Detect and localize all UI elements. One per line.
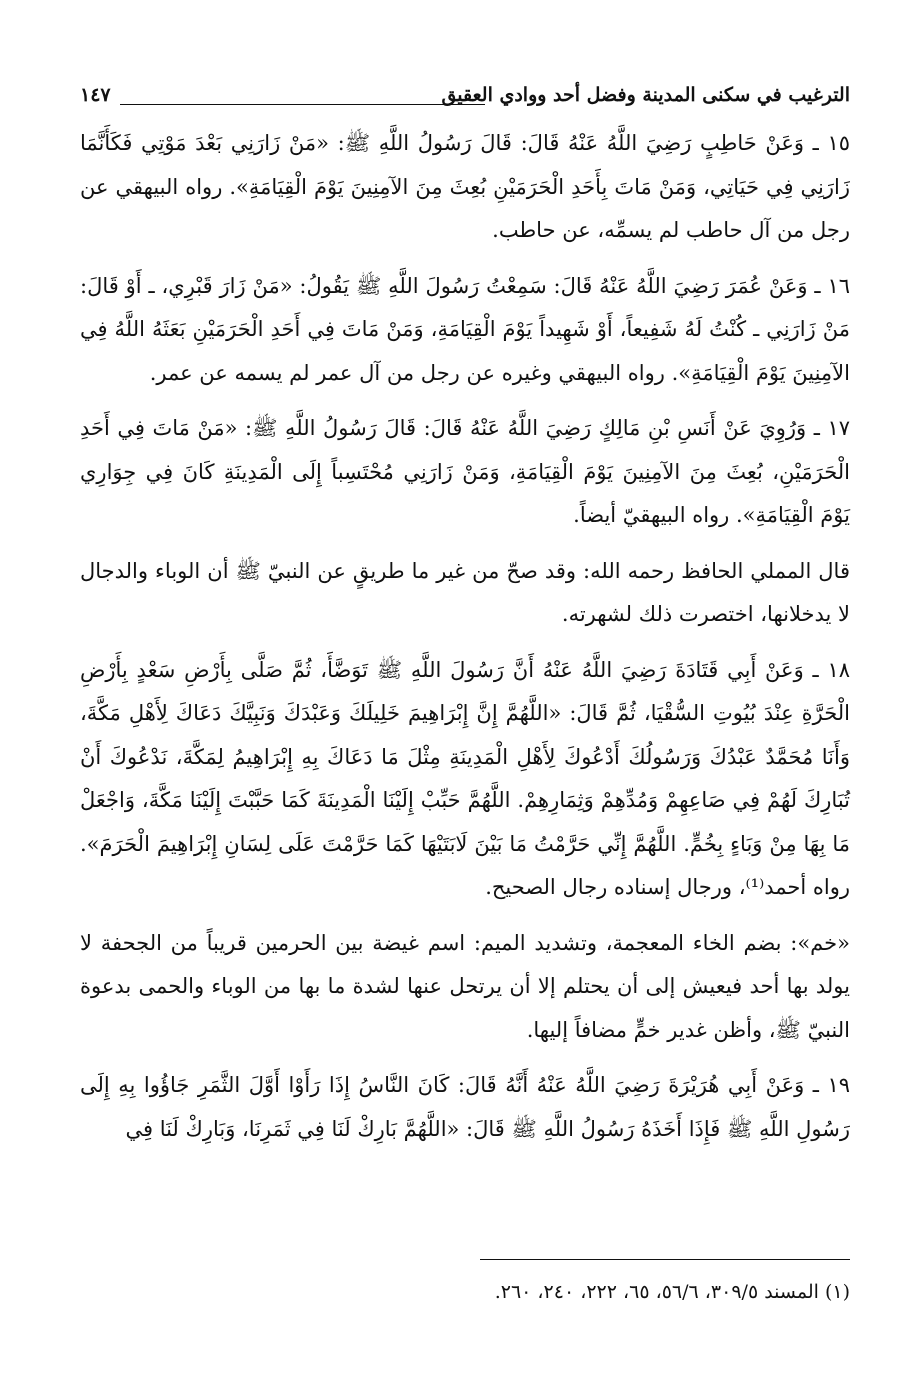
- explanation-paragraph: «خم»: بضم الخاء المعجمة، وتشديد الميم: اسم غيضة بين الحرمين قريباً من الجحفة لا يولد بها أحد فيعيش إلى أن يحتلم إلا أن يرتحل عنها لشدة ما بها من الوباء والحمى بدعوة النبيّ ﷺ، وأظن غدير خمٍّ مضافاً إليها.: [80, 930, 850, 1042]
- footnote-divider: [480, 1259, 850, 1260]
- hadith-18: ١٨ ـ وَعَنْ أَبِي قَتَادَةَ رَضِيَ اللَّهُ عَنْهُ أَنَّ رَسُولَ اللَّهِ ﷺ تَوَضَّأَ، ثُمَّ صَلَّى بِأَرْضِ سَعْدٍ بِأَرْضِ الْحَرَّةِ عِنْدَ بُيُوتِ السُّقْيَا، ثُمَّ قَالَ: «اللَّهُمَّ إِنَّ إِبْرَاهِيمَ خَلِيلَكَ وَعَبْدَكَ وَنَبِيَّكَ دَعَاكَ لِأَهْلِ مَكَّةَ، وَأَنَا مُحَمَّدٌ عَبْدُكَ وَرَسُولُكَ أَدْعُوكَ لِأَهْلِ الْمَدِينَةِ مِثْلَ مَا دَعَاكَ بِهِ إِبْرَاهِيمُ لِمَكَّةَ، نَدْعُوكَ أَنْ تُبَارِكَ لَهُمْ فِي صَاعِهِمْ وَمُدِّهِمْ وَثِمَارِهِمْ. اللَّهُمَّ حَبِّبْ إِلَيْنَا الْمَدِينَةَ كَمَا حَبَّبْتَ إِلَيْنَا مَكَّةَ، وَاجْعَلْ مَا بِهَا مِنْ وَبَاءٍ بِخُمٍّ. اللَّهُمَّ إِنِّي حَرَّمْتُ مَا بَيْنَ لَابَتَيْهَا كَمَا حَرَّمْتَ عَلَى لِسَانِ إِبْرَاهِيمَ الْحَرَمَ». رواه أحمد⁽¹⁾، ورجال إسناده رجال الصحيح.: [80, 657, 850, 899]
- header-title: الترغيب في سكنى المدينة وفضل أحد ووادي العقيق: [441, 84, 850, 106]
- running-header: [80, 82, 850, 116]
- hadith-19: ١٩ ـ وَعَنْ أَبِي هُرَيْرَةَ رَضِيَ اللَّهُ عَنْهُ أَنَّهُ قَالَ: كَانَ النَّاسُ إِذَا رَأَوْا أَوَّلَ الثَّمَرِ جَاؤُوا بِهِ إِلَى رَسُولِ اللَّهِ ﷺ فَإِذَا أَخَذَهُ رَسُولُ اللَّهِ ﷺ قَالَ: «اللَّهُمَّ بَارِكْ لَنَا فِي ثَمَرِنَا، وَبَارِكْ لَنَا فِي: [80, 1073, 850, 1141]
- header-rule: [120, 104, 485, 105]
- footnote: (١) المسند ٣٠٩/٥، ٥٦/٦، ٦٥، ٢٢٢، ٢٤٠، ٢٦٠.: [494, 1281, 850, 1303]
- page-number: ١٤٧: [80, 84, 111, 106]
- main-text: [80, 122, 850, 1163]
- commentary-paragraph: قال المملي الحافظ رحمه الله: وقد صحّ من غير ما طريقٍ عن النبيّ ﷺ أن الوباء والدجال لا يدخلانها، اختصرت ذلك لشهرته.: [80, 558, 850, 626]
- hadith-15: ١٥ ـ وَعَنْ حَاطِبٍ رَضِيَ اللَّهُ عَنْهُ قَالَ: قَالَ رَسُولُ اللَّهِ ﷺ: «مَنْ زَارَنِي بَعْدَ مَوْتِي فَكَأَنَّمَا زَارَنِي فِي حَيَاتِي، وَمَنْ مَاتَ بِأَحَدِ الْحَرَمَيْنِ بُعِثَ مِنَ الآمِنِينَ يَوْمَ الْقِيَامَةِ». رواه البيهقي عن رجل من آل حاطب لم يسمِّه، عن حاطب.: [80, 131, 850, 242]
- hadith-17: ١٧ ـ وَرُوِيَ عَنْ أَنَسِ بْنِ مَالِكٍ رَضِيَ اللَّهُ عَنْهُ قَالَ: قَالَ رَسُولُ اللَّهِ ﷺ: «مَنْ مَاتَ فِي أَحَدِ الْحَرَمَيْنِ، بُعِثَ مِنَ الآمِنِينَ يَوْمَ الْقِيَامَةِ، وَمَنْ زَارَنِي مُحْتَسِباً إِلَى الْمَدِينَةِ كَانَ فِي جِوَارِي يَوْمَ الْقِيَامَةِ». رواه البيهقيّ أيضاً.: [80, 416, 850, 527]
- hadith-16: ١٦ ـ وَعَنْ عُمَرَ رَضِيَ اللَّهُ عَنْهُ قَالَ: سَمِعْتُ رَسُولَ اللَّهِ ﷺ يَقُولُ: «مَنْ زَارَ قَبْرِي، ـ أَوْ قَالَ: مَنْ زَارَنِي ـ كُنْتُ لَهُ شَفِيعاً، أَوْ شَهِيداً يَوْمَ الْقِيَامَةِ، وَمَنْ مَاتَ فِي أَحَدِ الْحَرَمَيْنِ بَعَثَهُ اللَّهُ فِي الآمِنِينَ يَوْمَ الْقِيَامَةِ». رواه البيهقي وغيره عن رجل من آل عمر لم يسمه عن عمر.: [80, 273, 850, 385]
